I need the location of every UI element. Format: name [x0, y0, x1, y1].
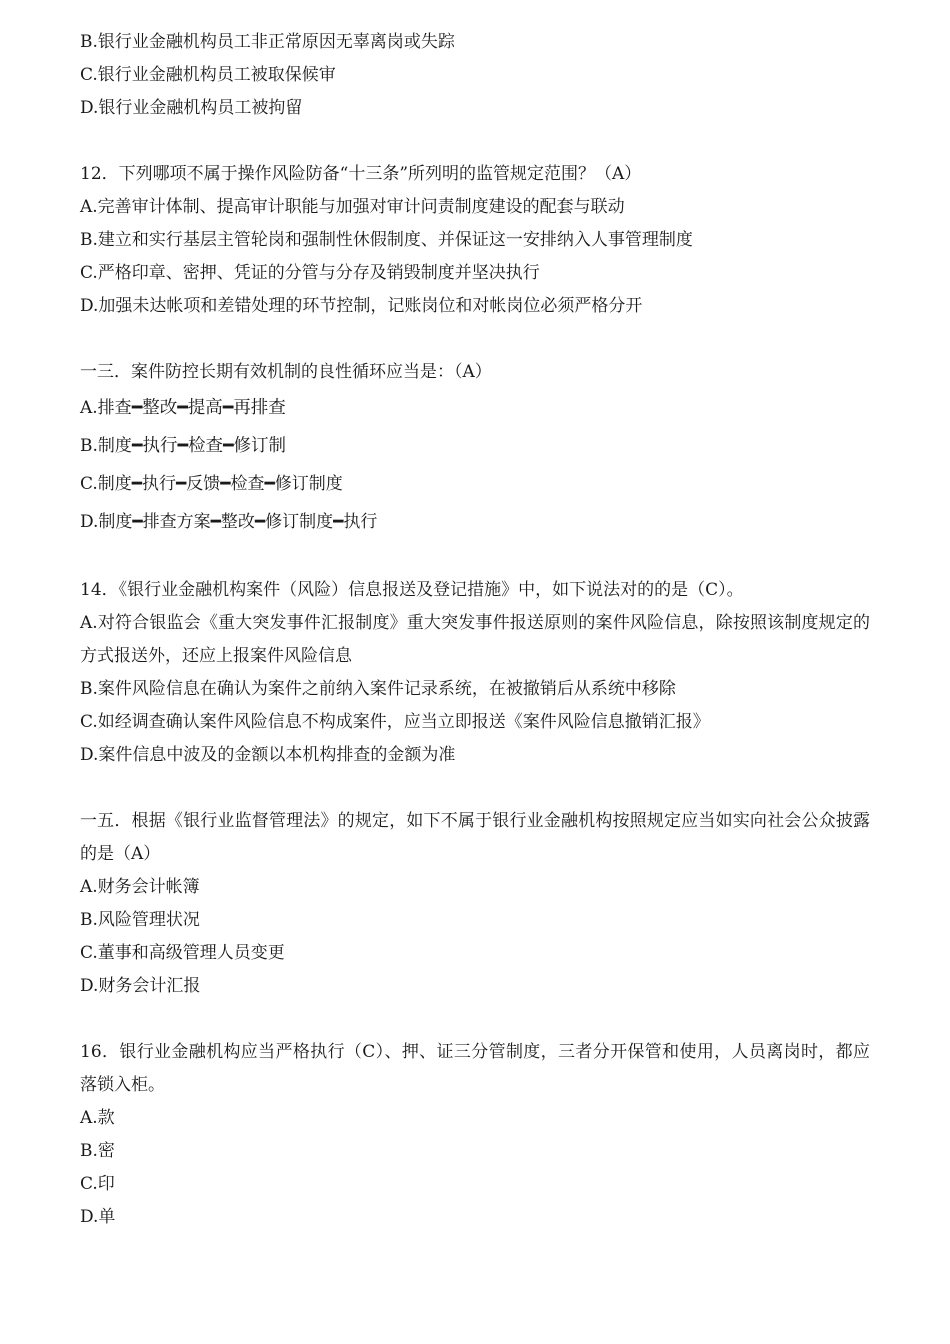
q12-option-b: B.建立和实行基层主管轮岗和强制性休假制度、并保证这一安排纳入人事管理制度 — [80, 230, 693, 250]
q12-stem: 12．下列哪项不属于操作风险防备“十三条”所列明的监管规定范围？（A） — [80, 164, 642, 184]
spacer — [80, 323, 870, 356]
q13-option-c: C.制度━执行━反馈━检查━修订制度 — [80, 474, 343, 494]
q14-option-b: B.案件风险信息在确认为案件之前纳入案件记录系统，在被撤销后从系统中移除 — [80, 679, 676, 699]
q13-option-a-chain: ━整改━提高━再排查 — [131, 398, 286, 418]
q13-option-b-prefix: B.制度 — [80, 436, 132, 456]
q15-stem: 一五．根据《银行业监督管理法》的规定，如下不属于银行业金融机构按照规定应当如实向社会公众披露的是（A） — [80, 811, 870, 864]
spacer — [80, 541, 870, 574]
q14-stem: 14．《银行业金融机构案件（风险）信息报送及登记措施》中，如下说法对的的是（C）。 — [80, 580, 744, 600]
q12-option-c: C.严格印章、密押、凭证的分管与分存及销毁制度并坚决执行 — [80, 263, 540, 283]
q15-option-d: D.财务会计汇报 — [80, 976, 201, 996]
q11-option-c: C.银行业金融机构员工被取保候审 — [80, 65, 336, 85]
q13-option-b — [80, 427, 870, 465]
q14-option-c: C.如经调查确认案件风险信息不构成案件，应当立即报送《案件风险信息撤销汇报》 — [80, 712, 710, 732]
q13-option-b-chain: ━执行━检查━修订制 — [131, 436, 287, 456]
spacer — [80, 772, 870, 805]
spacer — [80, 125, 870, 158]
q16-option-b: B.密 — [80, 1141, 115, 1161]
q13-option-a — [80, 389, 870, 427]
q16-stem: 16．银行业金融机构应当严格执行（C）、押、证三分管制度，三者分开保管和使用，人员离岗时，都应落锁入柜。 — [80, 1042, 870, 1095]
q15-option-a: A.财务会计帐簿 — [80, 877, 200, 897]
q11-option-d: D.银行业金融机构员工被拘留 — [80, 98, 303, 118]
q12-option-d: D.加强未达帐项和差错处理的环节控制，记账岗位和对帐岗位必须严格分开 — [80, 296, 643, 316]
q14-option-d: D.案件信息中波及的金额以本机构排查的金额为准 — [80, 745, 456, 765]
q13-option-a-prefix: A.排查 — [80, 398, 132, 418]
q16-option-c: C.印 — [80, 1174, 115, 1194]
q14-option-a: A.对符合银监会《重大突发事件汇报制度》重大突发事件报送原则的案件风险信息，除按照该制度规定的方式报送外，还应上报案件风险信息 — [80, 613, 870, 666]
q15-option-c: C.董事和高级管理人员变更 — [80, 943, 285, 963]
q13-option-d: D.制度━排查方案━整改━修订制度━执行 — [80, 512, 378, 532]
q15-option-b: B.风险管理状况 — [80, 910, 200, 930]
q11-option-b: B.银行业金融机构员工非正常原因无辜离岗或失踪 — [80, 32, 455, 52]
spacer — [80, 1003, 870, 1036]
q13-stem: 一三．案件防控长期有效机制的良性循环应当是：（A） — [80, 362, 492, 382]
document-page — [80, 26, 870, 1234]
q12-option-a: A.完善审计体制、提高审计职能与加强对审计问责制度建设的配套与联动 — [80, 197, 625, 217]
q16-option-d: D.单 — [80, 1207, 116, 1227]
q16-option-a: A.款 — [80, 1108, 115, 1128]
